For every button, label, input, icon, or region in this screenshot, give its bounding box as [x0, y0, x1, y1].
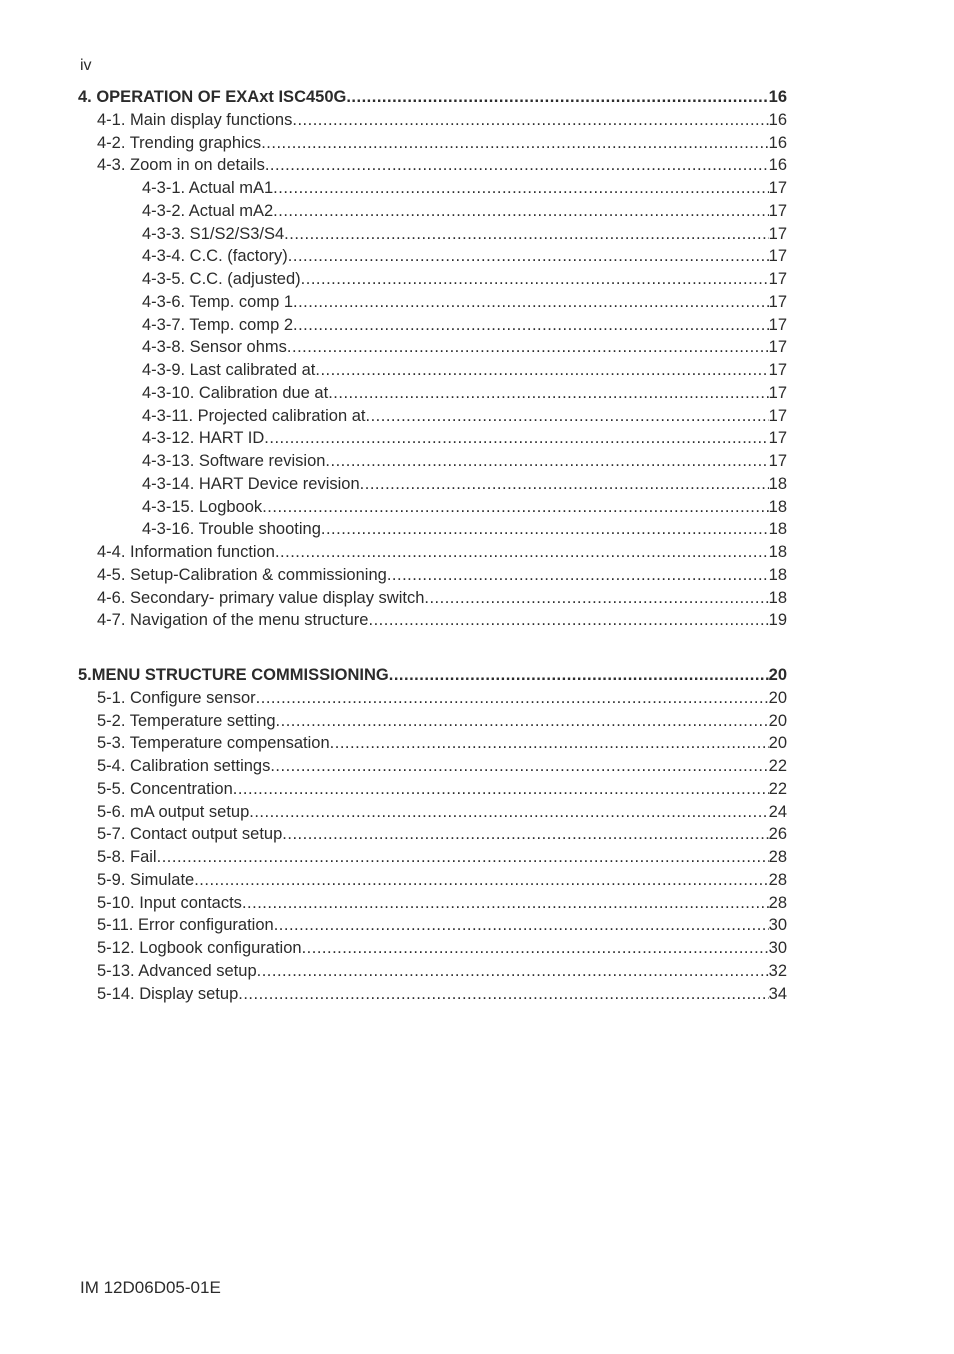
toc-section-entry[interactable]: [78, 937, 787, 960]
dot-leader: [282, 823, 768, 846]
dot-leader: [288, 245, 769, 268]
dot-leader: [257, 960, 769, 983]
dot-leader: [265, 154, 769, 177]
toc-entry-label: 5-5. Concentration: [97, 779, 233, 798]
toc-subsection-entry[interactable]: [78, 291, 787, 314]
toc-entry-label: 4-3-5. C.C. (adjusted): [142, 270, 301, 288]
toc-section-entry[interactable]: [78, 892, 787, 915]
toc-entry-label: 4. OPERATION OF EXAxt ISC450G: [78, 88, 347, 106]
toc-entry-page: 22: [768, 757, 787, 775]
toc-entry-label: 5-14. Display setup: [97, 984, 239, 1003]
toc-entry-label: 4-3-14. HART Device revision: [142, 474, 360, 493]
toc-section-entry[interactable]: [78, 154, 787, 177]
toc-entry-page: 16: [768, 156, 787, 175]
dot-leader: [328, 382, 768, 405]
toc-section-entry[interactable]: [78, 109, 787, 132]
toc-entry-page: 18: [768, 474, 787, 493]
toc-subsection-entry[interactable]: [78, 359, 787, 382]
toc-entry-label: 4-3-12. HART ID: [142, 429, 265, 448]
toc-section-entry[interactable]: [78, 541, 787, 564]
toc-entry-label: 5-9. Simulate: [97, 870, 195, 889]
toc-entry-page: 17: [768, 315, 787, 334]
toc-entry-label: 5.MENU STRUCTURE COMMISSIONING: [78, 666, 389, 684]
toc-entry-label: 4-3-16. Trouble shooting: [142, 520, 321, 539]
toc-subsection-entry[interactable]: [78, 427, 787, 450]
toc-entry-page: 17: [768, 429, 787, 448]
page-number: iv: [80, 57, 92, 74]
toc-entry-page: 20: [768, 666, 787, 684]
toc-entry-page: 22: [768, 779, 787, 798]
dot-leader: [242, 892, 769, 915]
dot-leader: [330, 732, 769, 755]
toc-entry-label: 5-11. Error configuration: [97, 916, 274, 935]
dot-leader: [276, 710, 769, 733]
toc-subsection-entry[interactable]: [78, 496, 787, 519]
toc-entry-page: 30: [768, 916, 787, 935]
toc-entry-page: 17: [768, 338, 787, 357]
toc-entry-page: 17: [768, 406, 787, 425]
dot-leader: [273, 177, 768, 200]
toc-section-entry[interactable]: [78, 564, 787, 587]
dot-leader: [249, 801, 768, 824]
table-of-contents: [78, 86, 787, 1005]
dot-leader: [262, 496, 768, 519]
dot-leader: [292, 109, 768, 132]
toc-entry-page: 16: [768, 110, 787, 129]
toc-subsection-entry[interactable]: [78, 200, 787, 223]
toc-entry-label: 4-7. Navigation of the menu structure: [97, 611, 369, 630]
dot-leader: [315, 359, 768, 382]
toc-entry-label: 4-2. Trending graphics: [97, 133, 262, 152]
toc-section-entry[interactable]: [78, 609, 787, 632]
toc-section-entry[interactable]: [78, 914, 787, 937]
toc-entry-page: 20: [768, 711, 787, 730]
toc-entry-page: 17: [768, 452, 787, 470]
toc-entry-label: 4-1. Main display functions: [97, 110, 293, 129]
toc-entry-page: 18: [768, 543, 787, 561]
dot-leader: [273, 200, 768, 223]
toc-entry-page: 16: [768, 88, 787, 106]
toc-entry-page: 28: [768, 848, 787, 866]
document-id: IM 12D06D05-01E: [80, 1278, 221, 1297]
dot-leader: [302, 937, 769, 960]
toc-entry-page: 32: [768, 961, 787, 980]
toc-section-entry[interactable]: [78, 960, 787, 983]
toc-section-entry[interactable]: [78, 755, 787, 778]
dot-leader: [293, 314, 769, 337]
dot-leader: [233, 778, 769, 801]
dot-leader: [325, 450, 768, 473]
toc-section-entry[interactable]: [78, 710, 787, 733]
toc-section-entry[interactable]: [78, 869, 787, 892]
toc-entry-label: 5-7. Contact output setup: [97, 825, 283, 844]
toc-section-entry[interactable]: [78, 132, 787, 155]
toc-entry-label: 5-4. Calibration settings: [97, 757, 271, 775]
dot-leader: [157, 846, 769, 869]
toc-entry-label: 5-8. Fail: [97, 848, 157, 866]
dot-leader: [261, 132, 768, 155]
dot-leader: [270, 755, 768, 778]
toc-entry-label: 4-3-15. Logbook: [142, 497, 263, 516]
toc-entry-label: 4-3-6. Temp. comp 1: [142, 292, 294, 311]
section-gap: [78, 632, 787, 664]
dot-leader: [360, 473, 769, 496]
dot-leader: [301, 268, 769, 291]
dot-leader: [194, 869, 768, 892]
toc-entry-page: 34: [768, 984, 787, 1003]
toc-entry-page: 30: [768, 939, 787, 957]
toc-subsection-entry[interactable]: [78, 450, 787, 473]
toc-entry-label: 4-3-2. Actual mA2: [142, 201, 274, 220]
toc-entry-label: 5-13. Advanced setup: [97, 961, 257, 980]
toc-entry-page: 18: [768, 497, 787, 516]
toc-entry-page: 16: [768, 133, 787, 152]
toc-subsection-entry[interactable]: [78, 314, 787, 337]
toc-entry-page: 18: [768, 565, 787, 584]
toc-entry-label: 4-3-7. Temp. comp 2: [142, 315, 294, 334]
toc-entry-page: 28: [768, 870, 787, 889]
toc-section-entry[interactable]: [78, 778, 787, 801]
dot-leader: [293, 291, 769, 314]
toc-entry-label: 4-3-11. Projected calibration at: [142, 406, 366, 425]
toc-entry-label: 4-6. Secondary- primary value display switch: [97, 588, 425, 607]
toc-entry-page: 20: [768, 734, 787, 753]
toc-section-entry[interactable]: [78, 846, 787, 869]
toc-entry-page: 17: [768, 292, 787, 311]
dot-leader: [275, 541, 769, 564]
toc-subsection-entry[interactable]: [78, 473, 787, 496]
toc-entry-label: 4-3-4. C.C. (factory): [142, 247, 288, 266]
toc-entry-label: 4-3-10. Calibration due at: [142, 383, 329, 402]
toc-chapter-entry[interactable]: [78, 664, 787, 687]
toc-entry-label: 5-6. mA output setup: [97, 802, 250, 821]
toc-section-entry[interactable]: [78, 687, 787, 710]
toc-entry-page: 26: [768, 825, 787, 844]
toc-entry-page: 18: [768, 520, 787, 539]
toc-subsection-entry[interactable]: [78, 518, 787, 541]
toc-section-entry[interactable]: [78, 732, 787, 755]
toc-entry-page: 17: [768, 224, 787, 243]
toc-subsection-entry[interactable]: [78, 177, 787, 200]
toc-subsection-entry[interactable]: [78, 382, 787, 405]
toc-entry-label: 4-3-13. Software revision: [142, 452, 326, 470]
toc-entry-label: 5-3. Temperature compensation: [97, 734, 330, 753]
toc-entry-label: 5-12. Logbook configuration: [97, 939, 302, 957]
toc-entry-label: 5-1. Configure sensor: [97, 688, 256, 707]
toc-entry-page: 18: [768, 588, 787, 607]
dot-leader: [365, 405, 768, 428]
toc-subsection-entry[interactable]: [78, 245, 787, 268]
toc-subsection-entry[interactable]: [78, 336, 787, 359]
toc-subsection-entry[interactable]: [78, 268, 787, 291]
toc-entry-page: 20: [768, 688, 787, 707]
toc-entry-label: 4-4. Information function: [97, 543, 275, 561]
toc-entry-page: 24: [768, 802, 787, 821]
toc-entry-label: 4-3-8. Sensor ohms: [142, 338, 287, 357]
dot-leader: [264, 427, 768, 450]
toc-entry-page: 17: [768, 361, 787, 379]
toc-entry-label: 4-3-3. S1/S2/S3/S4: [142, 224, 285, 243]
toc-section-entry[interactable]: [78, 823, 787, 846]
dot-leader: [256, 687, 769, 710]
toc-entry-page: 17: [768, 179, 787, 197]
dot-leader: [238, 983, 768, 1006]
toc-subsection-entry[interactable]: [78, 405, 787, 428]
toc-section-entry[interactable]: [78, 983, 787, 1006]
toc-entry-label: 5-2. Temperature setting: [97, 711, 276, 730]
toc-entry-label: 4-3. Zoom in on details: [97, 156, 265, 175]
toc-entry-page: 17: [768, 201, 787, 220]
toc-entry-page: 17: [768, 383, 787, 402]
toc-subsection-entry[interactable]: [78, 223, 787, 246]
toc-entry-label: 4-3-1. Actual mA1: [142, 179, 274, 197]
toc-entry-label: 5-10. Input contacts: [97, 893, 242, 912]
dot-leader: [387, 564, 769, 587]
dot-leader: [389, 664, 769, 687]
dot-leader: [424, 587, 768, 610]
toc-entry-page: 17: [768, 270, 787, 288]
toc-entry-page: 17: [768, 247, 787, 266]
toc-entry-page: 28: [768, 893, 787, 912]
dot-leader: [274, 914, 769, 937]
dot-leader: [287, 336, 769, 359]
dot-leader: [321, 518, 769, 541]
dot-leader: [346, 86, 768, 109]
dot-leader: [284, 223, 768, 246]
toc-entry-page: 19: [768, 611, 787, 630]
toc-section-entry[interactable]: [78, 801, 787, 824]
toc-entry-label: 4-3-9. Last calibrated at: [142, 361, 316, 379]
dot-leader: [368, 609, 768, 632]
toc-entry-label: 4-5. Setup-Calibration & commissioning: [97, 565, 387, 584]
toc-section-entry[interactable]: [78, 587, 787, 610]
toc-chapter-entry[interactable]: [78, 86, 787, 109]
